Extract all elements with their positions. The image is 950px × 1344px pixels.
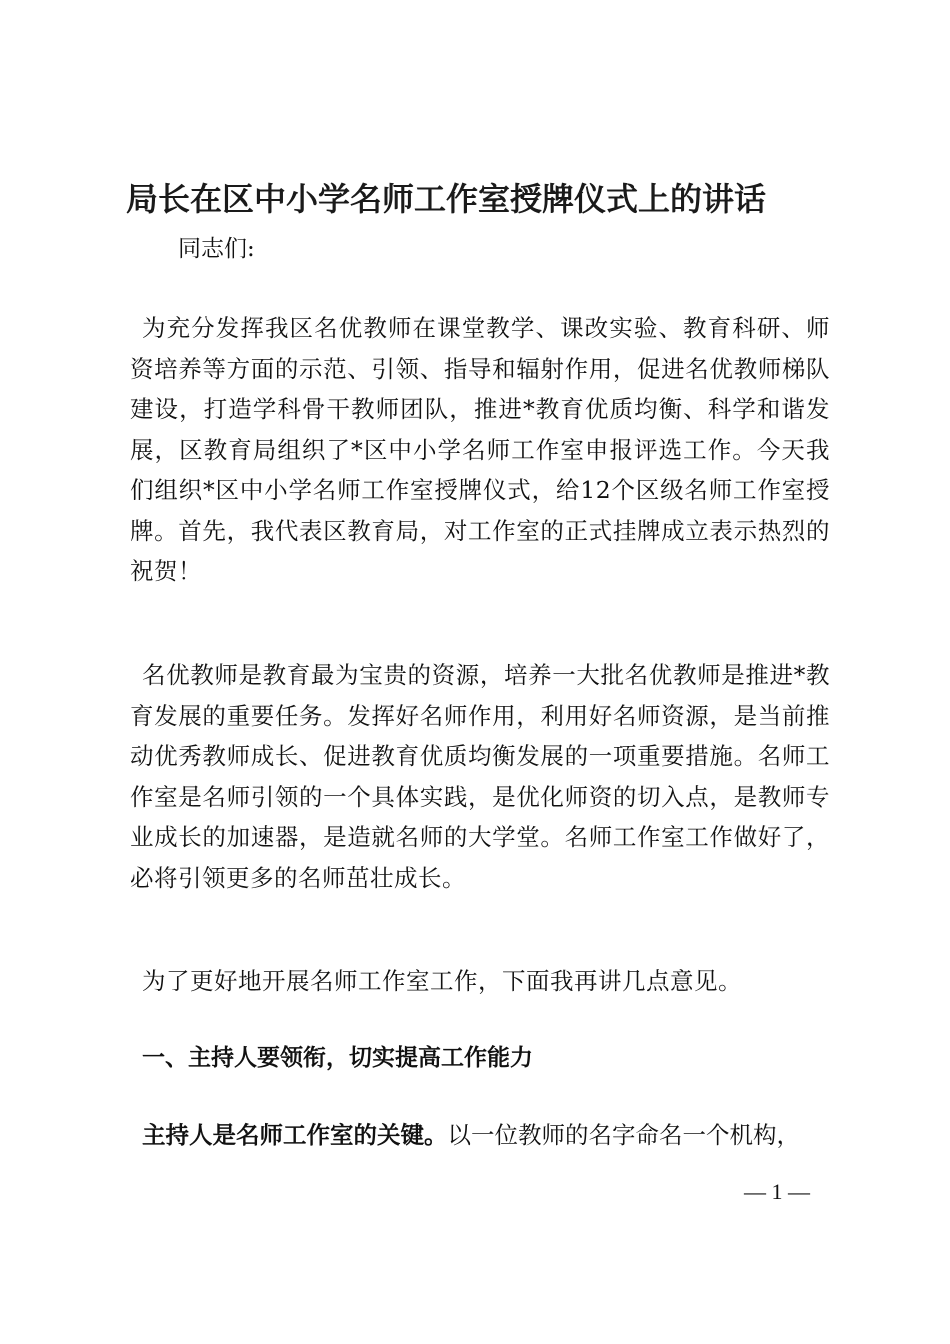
document-title: 局长在区中小学名师工作室授牌仪式上的讲话	[126, 180, 767, 218]
body-paragraph-2: 名优教师是教育最为宝贵的资源，培养一大批名优教师是推进*教育发展的重要任务。发挥好名师作用，利用好名师资源，是当前推动优秀教师成长、促进教育优质均衡发展的一项重要措施。名师工作室是名师引领的一个具体实践，是优化师资的切入点，是教师专业成长的加速器，是造就名师的大学堂。名师工作室工作做好了，必将引领更多的名师茁壮成长。	[130, 661, 830, 892]
paragraph-lead-sentence: 主持人是名师工作室的关键。	[142, 1121, 448, 1149]
body-paragraph-3: 为了更好地开展名师工作室工作，下面我再讲几点意见。	[142, 967, 742, 995]
salutation: 同志们:	[178, 236, 255, 262]
paragraph-continuation: 以一位教师的名字命名一个机构，	[447, 1121, 800, 1149]
page-number: — 1 —	[744, 1179, 810, 1204]
body-paragraph-4	[142, 1115, 847, 1155]
body-paragraph-1: 为充分发挥我区名优教师在课堂教学、课改实验、教育科研、师资培养等方面的示范、引领、指导和辐射作用，促进名优教师梯队建设，打造学科骨干教师团队，推进*教育优质均衡、科学和谐发展，区教育局组织了*区中小学名师工作室申报评选工作。今天我们组织*区中小学名师工作室授牌仪式，给12个区级名师工作室授牌。首先，我代表区教育局，对工作室的正式挂牌成立表示热烈的祝贺！	[130, 314, 830, 585]
section-heading-1: 一、主持人要领衔，切实提高工作能力	[142, 1045, 533, 1071]
